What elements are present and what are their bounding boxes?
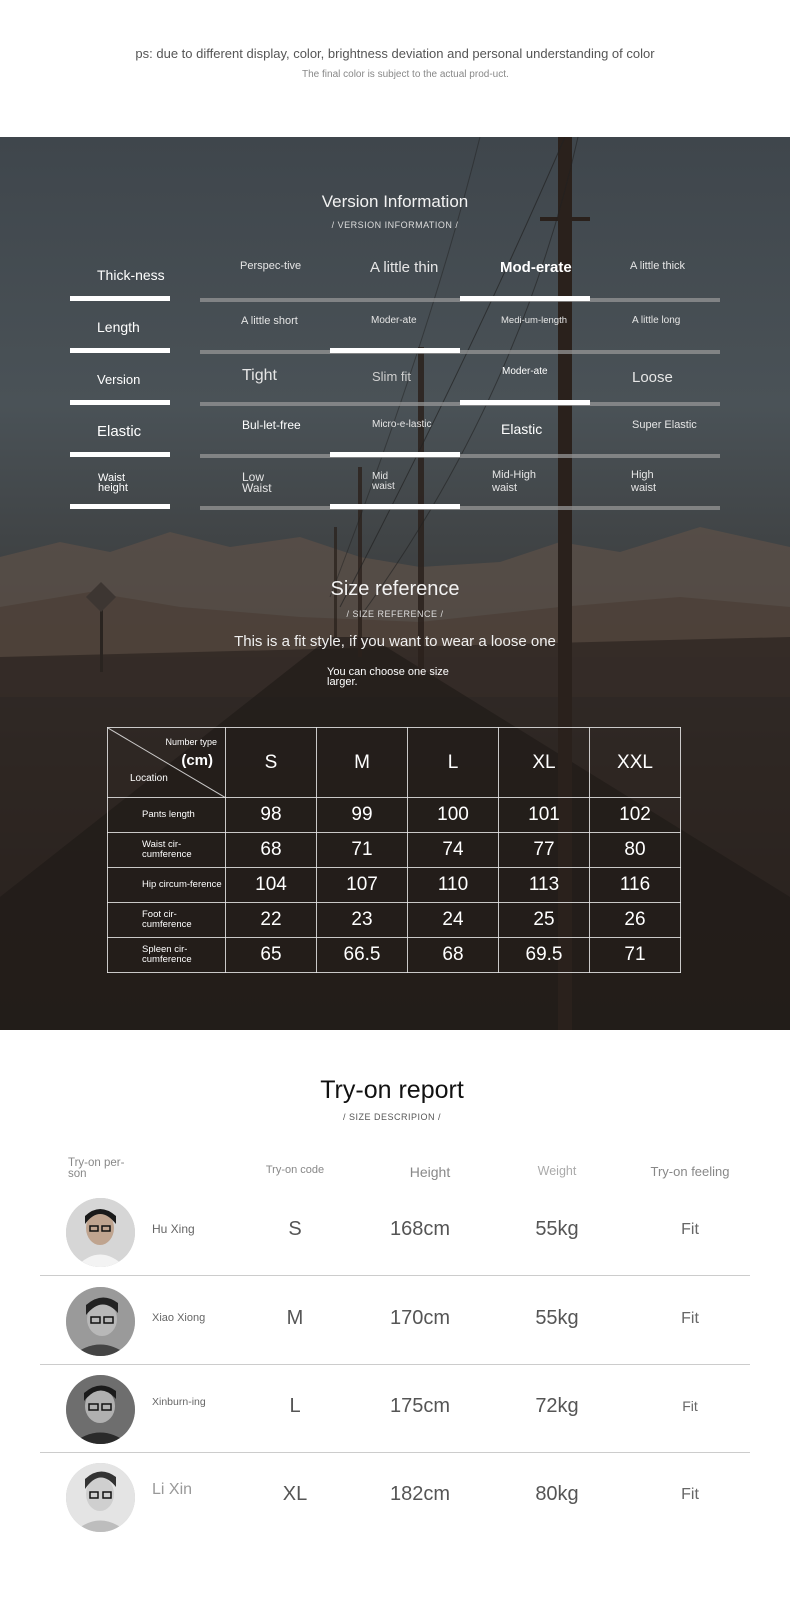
version-row-waist-height [70,463,720,515]
size-table [107,727,681,973]
table-cell: 113 [499,868,590,903]
version-info-title: Version Information [321,192,469,211]
option: A little short [241,315,298,327]
table-cell: 23 [317,903,408,938]
option-track [200,506,720,510]
option-selected: Mid waist [372,471,395,492]
unit-label: (cm) [181,752,213,769]
table-cell: 99 [317,798,408,833]
version-and-size-section [0,137,790,1030]
selected-segment [330,452,460,457]
table-cell: 102 [590,798,681,833]
person-photo-icon [66,1463,135,1532]
size-header: S [226,728,317,798]
tryon-report-title: Try-on report [320,1076,464,1104]
table-cell: 22 [226,903,317,938]
tryon-row [40,1453,750,1541]
table-cell: 71 [590,938,681,973]
tryon-row [40,1188,750,1276]
version-info-subtitle: / VERSION INFORMATION / [331,220,459,230]
version-row-version [70,359,720,411]
option: A little thin [370,259,439,276]
row-label: Spleen cir-cumference [108,938,226,973]
option-track [200,350,720,354]
person-photo-icon [66,1287,135,1356]
table-cell: 116 [590,868,681,903]
tryon-code: M [286,1307,304,1329]
table-row [108,833,681,868]
tryon-code: XL [282,1483,308,1505]
option: High waist [631,469,657,494]
tryon-row [40,1365,750,1453]
tryon-height: 168cm [389,1218,451,1240]
label-underline [70,400,170,405]
size-up-note: You can choose one size larger. [327,666,449,688]
option-selected: Mod-erate [500,259,572,276]
option: Medi-um-length [501,315,567,326]
header-tryon-code: Try-on code [265,1164,325,1176]
size-header: XL [499,728,590,798]
header-tryon-feeling: Try-on feeling [650,1164,730,1179]
person-photo-icon [66,1198,135,1267]
version-row-label: Elastic [97,422,142,440]
tryon-height: 175cm [389,1395,451,1417]
size-header: L [408,728,499,798]
version-row-elastic [70,411,720,463]
option-selected: Micro-e-lastic [372,419,432,430]
size-header: M [317,728,408,798]
location-label: Location [130,773,168,784]
header-weight: Weight [537,1164,577,1178]
label-underline [70,296,170,301]
table-cell: 24 [408,903,499,938]
table-cell: 65 [226,938,317,973]
size-table-corner [108,728,226,798]
tryon-weight: 72kg [535,1395,579,1417]
tryon-feeling: Fit [681,1221,699,1238]
option: A little thick [630,260,686,272]
header-tryon-person: Try-on per-son [68,1157,125,1180]
table-cell: 68 [226,833,317,868]
row-label: Foot cir-cumference [108,903,226,938]
selected-segment [460,400,590,405]
table-cell: 66.5 [317,938,408,973]
table-row [108,903,681,938]
label-underline [70,452,170,457]
tryon-person-name: Xinburn-ing [152,1396,206,1408]
option: Mid-High waist [492,469,537,494]
option: Low Waist [242,470,272,495]
option: Elastic [501,421,543,437]
row-label: Waist cir-cumference [108,833,226,868]
table-cell: 110 [408,868,499,903]
tryon-code: S [288,1218,302,1240]
option: Loose [632,369,673,386]
number-type-label: Number type [165,737,217,747]
avatar [66,1287,135,1356]
table-cell: 80 [590,833,681,868]
size-reference-subtitle: / SIZE REFERENCE / [346,609,444,619]
person-photo-icon [66,1375,135,1444]
tryon-feeling: Fit [682,1398,698,1414]
option: Slim fit [372,369,411,384]
option: Tight [242,367,277,384]
table-cell: 104 [226,868,317,903]
table-cell: 107 [317,868,408,903]
table-cell: 25 [499,903,590,938]
table-cell: 74 [408,833,499,868]
row-label: Hip circum-ference [108,868,226,903]
tryon-height: 182cm [389,1483,451,1505]
tryon-row [40,1277,750,1365]
option: A little long [632,315,681,326]
table-cell: 71 [317,833,408,868]
table-cell: 26 [590,903,681,938]
version-row-label: Version [97,371,141,387]
tryon-feeling: Fit [681,1486,699,1503]
tryon-weight: 55kg [535,1218,579,1240]
disclaimer-line-2: The final color is subject to the actual prod-uct. [302,69,509,80]
label-underline [70,348,170,353]
header-height: Height [409,1164,451,1180]
table-cell: 98 [226,798,317,833]
version-row-length [70,307,720,359]
disclaimer-line-1: ps: due to different display, color, brightness deviation and personal understanding of color [135,46,655,61]
size-reference-title: Size reference [330,578,460,600]
tryon-height: 170cm [389,1307,451,1329]
option-track [200,454,720,458]
tryon-code: L [289,1395,301,1417]
version-row-label: Waist height [98,472,128,494]
table-cell: 101 [499,798,590,833]
tryon-report-subtitle: / SIZE DESCRIPION / [342,1112,441,1122]
table-row [108,938,681,973]
version-row-label: Thick-ness [97,266,165,283]
option-selected: Moder-ate [502,366,548,377]
row-divider [40,1275,750,1276]
table-row [108,868,681,903]
tryon-feeling: Fit [681,1310,699,1327]
table-row [108,798,681,833]
option: Perspec-tive [240,260,302,272]
label-underline [70,504,170,509]
version-row-thickness [70,255,720,307]
tryon-person-name: Hu Xing [152,1222,195,1236]
tryon-weight: 55kg [535,1307,579,1329]
row-label: Pants length [108,798,226,833]
option: Bul-let-free [242,418,301,432]
table-cell: 68 [408,938,499,973]
size-header: XXL [590,728,681,798]
tryon-weight: 80kg [535,1483,579,1505]
selected-segment [330,504,460,509]
selected-segment [460,296,590,301]
avatar [66,1463,135,1532]
size-table-header [108,728,681,798]
fit-style-note: This is a fit style, if you want to wear a loose one [234,633,556,650]
table-cell: 100 [408,798,499,833]
selected-segment [330,348,460,353]
option-selected: Moder-ate [371,315,417,326]
avatar [66,1375,135,1444]
option: Super Elastic [632,419,697,431]
avatar [66,1198,135,1267]
version-row-label: Length [97,318,140,335]
table-cell: 69.5 [499,938,590,973]
color-disclaimer [0,0,790,137]
table-cell: 77 [499,833,590,868]
tryon-person-name: Xiao Xiong [152,1312,206,1324]
tryon-person-name: Li Xin [152,1481,193,1498]
